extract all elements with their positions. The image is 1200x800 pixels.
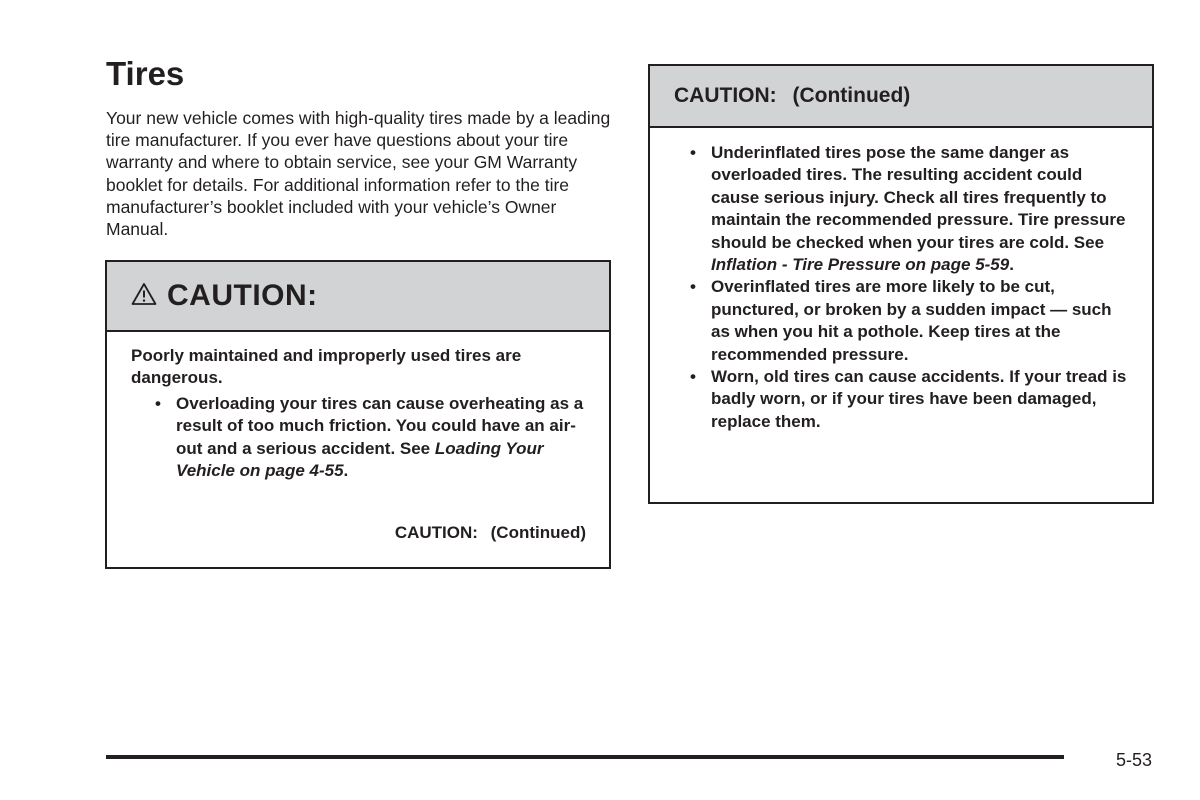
- caution-header: [107, 262, 609, 332]
- caution-bullet-item: [155, 393, 589, 483]
- caution-continued-box: [648, 64, 1154, 504]
- bullet-icon: •: [690, 277, 696, 297]
- caution-bullet-list: [690, 142, 1132, 433]
- caution-title: CAUTION:: [167, 279, 318, 312]
- caution-continued-label: CAUTION: (Continued): [394, 523, 586, 542]
- caution-continued-body: [650, 128, 1152, 433]
- caution-bullet-item: [690, 276, 1132, 366]
- section-title: Tires: [106, 55, 185, 92]
- caution-box: [105, 260, 611, 569]
- footer-rule: [106, 755, 1064, 759]
- caution-body: [107, 332, 609, 482]
- bullet-icon: •: [155, 393, 161, 413]
- bullet-icon: •: [690, 143, 696, 162]
- caution-lead-text: Poorly maintained and improperly used tires are dangerous.: [131, 346, 522, 388]
- bullet-end: .: [1009, 255, 1014, 275]
- bullet-text: Overinflated tires are more likely to be cut, punctured, or broken by a sudden impact — such as when you hit a pothole. Keep tires at the recommended pressure.: [711, 277, 1112, 364]
- bullet-text: Worn, old tires can cause accidents. If your tread is badly worn, or if your tires have been damaged, replace them.: [711, 367, 1127, 431]
- caution-continued-title: CAUTION: (Continued): [674, 84, 911, 107]
- caution-bullet-list: [131, 393, 589, 483]
- caution-continued-header: [650, 66, 1152, 128]
- caution-bullet-item: [690, 142, 1132, 276]
- bullet-text: Underinflated tires pose the same danger as overloaded tires. The resulting accident could cause serious injury. Check all tires frequently to maintain the recommended pressure. Tire pressure should be checked when your tires are cold. See: [711, 143, 1126, 252]
- bullet-text: Overloading your tires can cause overheating as a result of too much friction. You could have an air-out and a serious accident. See: [176, 393, 584, 458]
- warning-triangle-icon: [131, 282, 157, 306]
- bullet-icon: •: [690, 367, 696, 387]
- bullet-end: .: [343, 461, 349, 481]
- cross-reference-link[interactable]: Inflation - Tire Pressure on page 5-59: [711, 255, 1010, 275]
- cross-reference-link[interactable]: Loading Your Vehicle on page 4-55: [176, 438, 544, 481]
- page-number: 5-53: [1116, 750, 1153, 770]
- intro-paragraph: Your new vehicle comes with high-quality tires made by a leading tire manufacturer. If you ever have questions about your tire warranty and where to obtain service, see your GM Warranty booklet for details. For additional information refer to the tire manufacturer’s booklet included with your vehicle’s Owner Manual.: [106, 108, 611, 240]
- caution-bullet-item: [690, 366, 1132, 433]
